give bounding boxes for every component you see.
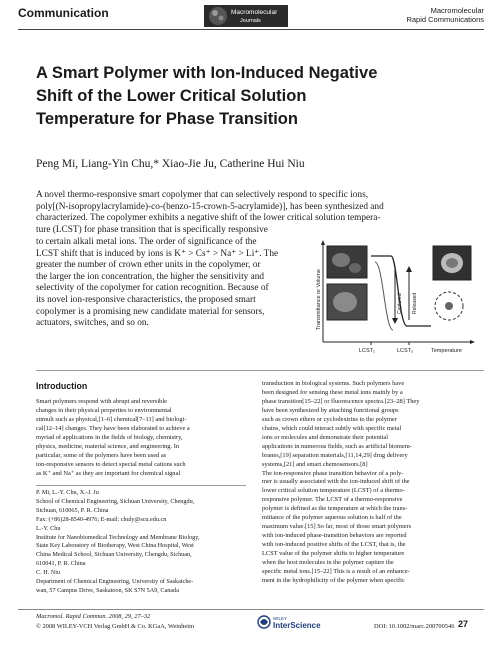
abstract-line: its novel ion-responsive characteristics, the proposed smart: [36, 294, 256, 305]
body-line: lower critical solution temperature (LCST) of a thermo-: [262, 487, 405, 495]
body-line: have been synthesized by attaching functional groups: [262, 406, 399, 414]
body-line: ment in the hydrophilicity of the polymer when specific: [262, 576, 405, 584]
tick-label-lcst2: LCST₂: [397, 348, 414, 354]
abstract-line: A novel thermo-responsive smart copolymer that can selectively respond to specific ions,: [36, 190, 369, 200]
body-line: polymer is defined as the temperature at which the trans-: [262, 505, 408, 513]
affiliation-email[interactable]: Fax: (+86)28-8540-4976; E-mail: chuly@scu.edu.cn: [36, 515, 167, 523]
body-line: such as crown ethers or cyclodextrins to the polymer: [262, 415, 397, 423]
title-line: A Smart Polymer with Ion-Induced Negative: [36, 64, 378, 82]
affiliation-line: School of Chemical Engineering, Sichuan University, Chengdu,: [36, 497, 195, 505]
abstract-line: greater the number of crown ether units in the copolymer, or: [36, 260, 261, 271]
journal-name: [406, 6, 484, 24]
body-line: branes,[19] separation materials,[11,14,29] drug delivery: [262, 451, 408, 459]
body-line: cal[12–14] changes. They have been elaborated to achieve a: [36, 424, 190, 432]
abstract-line: poly[(N-isopropylacrylamide)-co-(benzo-15-crown-5-acrylamide)], has been synthesized and: [36, 201, 384, 212]
affiliation-line: Institute for Nanobiomedical Technology and Membrane Biology,: [36, 533, 200, 541]
abstract-full-width: [36, 190, 482, 236]
body-column-left: [36, 398, 246, 479]
body-line: physics, medicine, material science, and engineering. In: [36, 442, 180, 450]
journal-logo: [204, 3, 288, 29]
abstract-line: actuators, switches, and so on.: [36, 318, 149, 329]
section-heading: Introduction: [36, 381, 88, 391]
abstract-line: the larger the ion concentration, the higher the sensitivity and: [36, 271, 265, 282]
arrow-label-released: Released: [412, 292, 418, 314]
body-line: myriad of applications in the fields of biology, chemistry,: [36, 433, 183, 441]
header-rule: [18, 29, 484, 30]
body-line: chains, which could interact subtly with specific metal: [262, 424, 402, 432]
affiliation-line: L.-Y. Chu: [36, 524, 61, 532]
body-line: phase transition[15–22] or fluorescence spectra.[23–28] They: [262, 397, 420, 405]
figure-x-label: Temperature: [431, 348, 462, 354]
journal-name-line2: Rapid Communications: [406, 15, 484, 24]
body-line: been designed for sensing these metal ions mainly by a: [262, 388, 403, 396]
toc-graphic: [313, 238, 477, 360]
body-line: LCST value of the polymer shifts to higher temperature: [262, 550, 405, 558]
body-line: applications in numerous fields, such as artificial biomem-: [262, 442, 412, 450]
abstract-line: to certain alkali metal ions. The order of significance of the: [36, 237, 257, 247]
publisher-small-text: WILEY: [273, 616, 288, 621]
footer-copyright: © 2008 WILEY-VCH Verlag GmbH & Co. KGaA, Weinheim: [36, 623, 195, 630]
abstract-narrow: [36, 237, 306, 330]
affiliations-block: [36, 489, 248, 596]
body-line: with ion-induced phase-transition behaviors are reported: [262, 532, 407, 540]
affiliation-line: 610041, P. R. China: [36, 560, 86, 568]
body-line: with ion-induced positive shifts of the LCST, that is, the: [262, 541, 406, 549]
abstract-line: characterized. The copolymer exhibits a negative shift of the lower critical solution tempera-: [36, 213, 381, 224]
footer-doi[interactable]: DOI: 10.1002/marc.200700546: [374, 623, 455, 630]
publisher-text: InterScience: [273, 621, 321, 630]
abstract-rule: [36, 370, 484, 371]
tick-label-lcst1: LCST₁: [359, 348, 375, 354]
body-line: ions or molecules and demonstrate their potential: [262, 433, 389, 441]
affiliation-line: C. H. Niu: [36, 569, 61, 577]
section-label: Communication: [18, 6, 109, 20]
body-line: specific metal ions.[15–22] This is a result of an enhance-: [262, 568, 410, 576]
affiliation-line: Sichuan, 610065, P. R. China: [36, 506, 109, 514]
affiliation-line: China Medical School, Sichuan University, Chengdu, Sichuan,: [36, 551, 192, 559]
body-line: maximum value.[15] So far, most of those smart polymers: [262, 523, 412, 531]
body-line: particular, some of the polymers have been used as: [36, 451, 167, 459]
logo-text-1: Macromolecular: [231, 9, 278, 16]
affiliation-line: wan, 57 Campus Drive, Saskatoon, SK S7N 5A9, Canada: [36, 586, 179, 594]
body-line: systems,[21] and smart chemosensors.[8]: [262, 460, 368, 468]
abstract-line: LCST shift that is induced by ions is K⁺ > Cs⁺ > Na⁺ > Li⁺. The: [36, 248, 279, 259]
body-line: stimuli such as physical,[1–6] chemical[7–11] and biologi-: [36, 415, 187, 423]
affiliation-line: State Key Laboratory of Biotherapy, West China Hospital, West: [36, 542, 194, 550]
title-line: Shift of the Lower Critical Solution: [36, 87, 307, 105]
affiliation-line: Department of Chemical Engineering, University of Saskatche-: [36, 578, 194, 586]
body-line: Smart polymers respond with abrupt and reversible: [36, 398, 167, 405]
arrow-label-captured: Captured: [397, 293, 403, 314]
publisher-logo: [256, 613, 326, 631]
body-line: ion-responsive sensors to detect special metal cations such: [36, 460, 186, 468]
page-number: 27: [458, 619, 469, 629]
article-title: [36, 62, 456, 131]
body-line: as K⁺ and Na⁺ as they are important for chemical signal: [36, 469, 181, 477]
abstract-line: copolymer is a promising new candidate material for sensors,: [36, 306, 265, 317]
title-line: Temperature for Phase Transition: [36, 110, 298, 128]
body-line: responsive polymer. The LCST of a thermo-responsive: [262, 496, 403, 504]
journal-name-line1: Macromolecular: [430, 6, 484, 15]
body-line: changes in their physical properties to environmental: [36, 406, 172, 414]
body-line: mer is usually associated with the ion-induced shift of the: [262, 478, 410, 486]
body-line: mittance of the polymer aqueous solution is half of the: [262, 514, 402, 522]
transition-curve: [371, 256, 431, 326]
body-line: transduction in biological systems. Such polymers have: [262, 380, 405, 387]
figure-y-label: Transmittance or Volume: [316, 269, 322, 330]
body-column-right: [262, 380, 474, 586]
abstract-line: ture (LCST) for phase transition that is specifically responsive: [36, 224, 268, 235]
author-list: Peng Mi, Liang-Yin Chu,* Xiao-Jie Ju, Catherine Hui Niu: [36, 158, 305, 170]
body-line: The ion-responsive phase transition behavior of a poly-: [262, 469, 404, 477]
abstract-line: selectivity of the copolymer for cation recognition. Because of: [36, 283, 269, 294]
affiliation-line: P. Mi, L.-Y. Chu, X.-J. Ju: [36, 489, 99, 496]
affiliation-rule: [36, 485, 246, 486]
body-line: when the host molecules in the polymer capture the: [262, 559, 394, 567]
footer-rule: [18, 609, 484, 610]
logo-text-2: Journals: [240, 18, 261, 24]
footer-citation: Macromol. Rapid Commun. 2008, 29, 27–32: [36, 613, 151, 620]
